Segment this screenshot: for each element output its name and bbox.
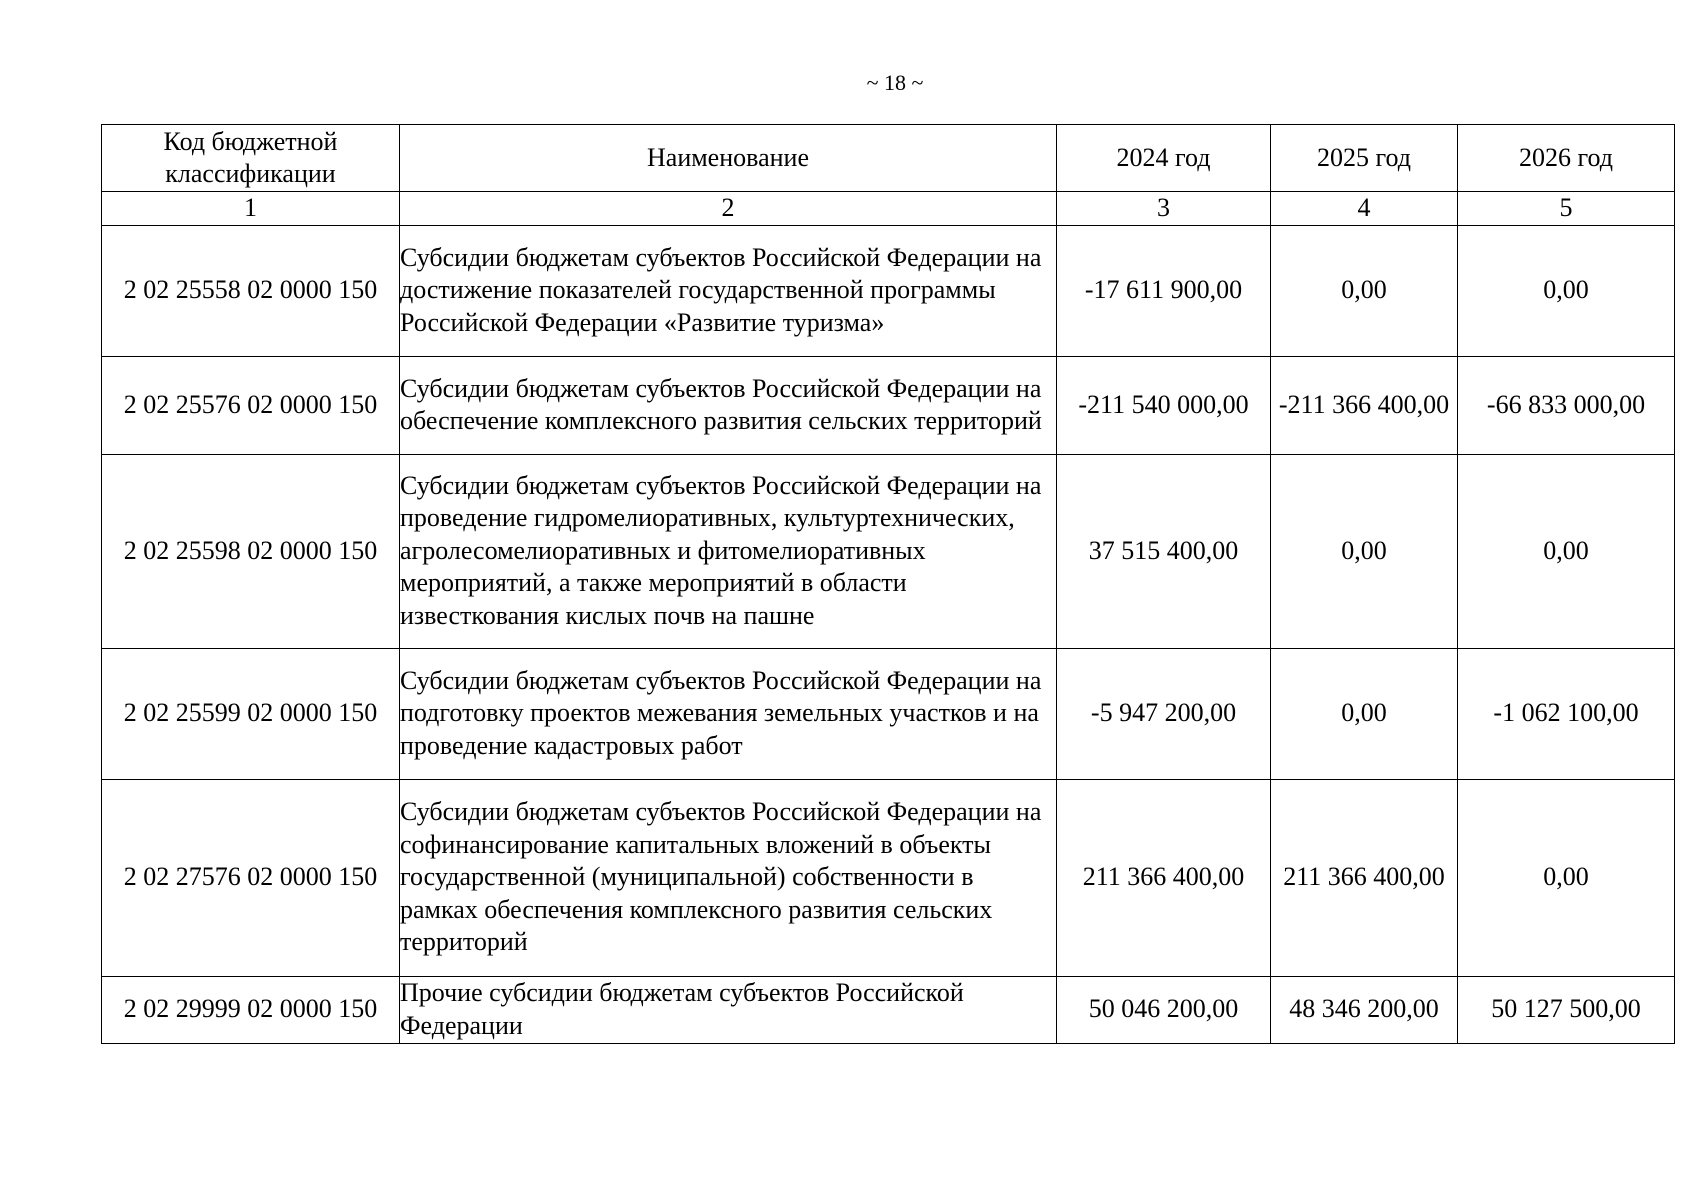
table-row bbox=[102, 356, 1675, 454]
amount-2025: 0,00 bbox=[1271, 225, 1458, 356]
amount-2024: -5 947 200,00 bbox=[1057, 648, 1271, 779]
table-row bbox=[102, 648, 1675, 779]
budget-code: 2 02 25599 02 0000 150 bbox=[102, 648, 400, 779]
header-name: Наименование bbox=[400, 125, 1057, 192]
page-number: ~ 18 ~ bbox=[866, 70, 924, 95]
amount-2025: -211 366 400,00 bbox=[1271, 356, 1458, 454]
budget-code: 2 02 25558 02 0000 150 bbox=[102, 225, 400, 356]
table-row bbox=[102, 779, 1675, 976]
item-name: Субсидии бюджетам субъектов Российской Федерации на достижение показателей государственной программы Российской Федерации «Развитие туризма» bbox=[400, 225, 1057, 356]
amount-2025: 211 366 400,00 bbox=[1271, 779, 1458, 976]
amount-2026: 0,00 bbox=[1458, 779, 1675, 976]
table-row bbox=[102, 976, 1675, 1043]
budget-code: 2 02 25598 02 0000 150 bbox=[102, 454, 400, 648]
header-2026: 2026 год bbox=[1458, 125, 1675, 192]
amount-2024: 211 366 400,00 bbox=[1057, 779, 1271, 976]
header-code: Код бюджетной классификации bbox=[102, 125, 400, 192]
amount-2024: -17 611 900,00 bbox=[1057, 225, 1271, 356]
amount-2025: 48 346 200,00 bbox=[1271, 976, 1458, 1043]
header-2024: 2024 год bbox=[1057, 125, 1271, 192]
amount-2026: 0,00 bbox=[1458, 454, 1675, 648]
column-number: 5 bbox=[1458, 192, 1675, 226]
table-row bbox=[102, 225, 1675, 356]
amount-2024: -211 540 000,00 bbox=[1057, 356, 1271, 454]
amount-2026: 50 127 500,00 bbox=[1458, 976, 1675, 1043]
item-name: Субсидии бюджетам субъектов Российской Федерации на подготовку проектов межевания земельных участков и на проведение кадастровых работ bbox=[400, 648, 1057, 779]
column-number: 1 bbox=[102, 192, 400, 226]
header-row bbox=[102, 125, 1675, 192]
item-name: Прочие субсидии бюджетам субъектов Российской Федерации bbox=[400, 976, 1057, 1043]
item-name: Субсидии бюджетам субъектов Российской Федерации на проведение гидромелиоративных, культуртехнических, агролесомелиоративных и фитомелиоративных мероприятий, а также мероприятий в области известкования кислых почв на пашне bbox=[400, 454, 1057, 648]
amount-2026: -66 833 000,00 bbox=[1458, 356, 1675, 454]
column-number-row bbox=[102, 192, 1675, 226]
amount-2026: -1 062 100,00 bbox=[1458, 648, 1675, 779]
budget-code: 2 02 29999 02 0000 150 bbox=[102, 976, 400, 1043]
amount-2025: 0,00 bbox=[1271, 648, 1458, 779]
amount-2024: 50 046 200,00 bbox=[1057, 976, 1271, 1043]
column-number: 2 bbox=[400, 192, 1057, 226]
amount-2025: 0,00 bbox=[1271, 454, 1458, 648]
amount-2026: 0,00 bbox=[1458, 225, 1675, 356]
column-number: 4 bbox=[1271, 192, 1458, 226]
budget-code: 2 02 25576 02 0000 150 bbox=[102, 356, 400, 454]
header-2025: 2025 год bbox=[1271, 125, 1458, 192]
budget-code: 2 02 27576 02 0000 150 bbox=[102, 779, 400, 976]
column-number: 3 bbox=[1057, 192, 1271, 226]
item-name: Субсидии бюджетам субъектов Российской Федерации на софинансирование капитальных вложений в объекты государственной (муниципальной) собственности в рамках обеспечения комплексного развития сельских территорий bbox=[400, 779, 1057, 976]
budget-table bbox=[101, 124, 1675, 1044]
amount-2024: 37 515 400,00 bbox=[1057, 454, 1271, 648]
table-row bbox=[102, 454, 1675, 648]
item-name: Субсидии бюджетам субъектов Российской Федерации на обеспечение комплексного развития сельских территорий bbox=[400, 356, 1057, 454]
